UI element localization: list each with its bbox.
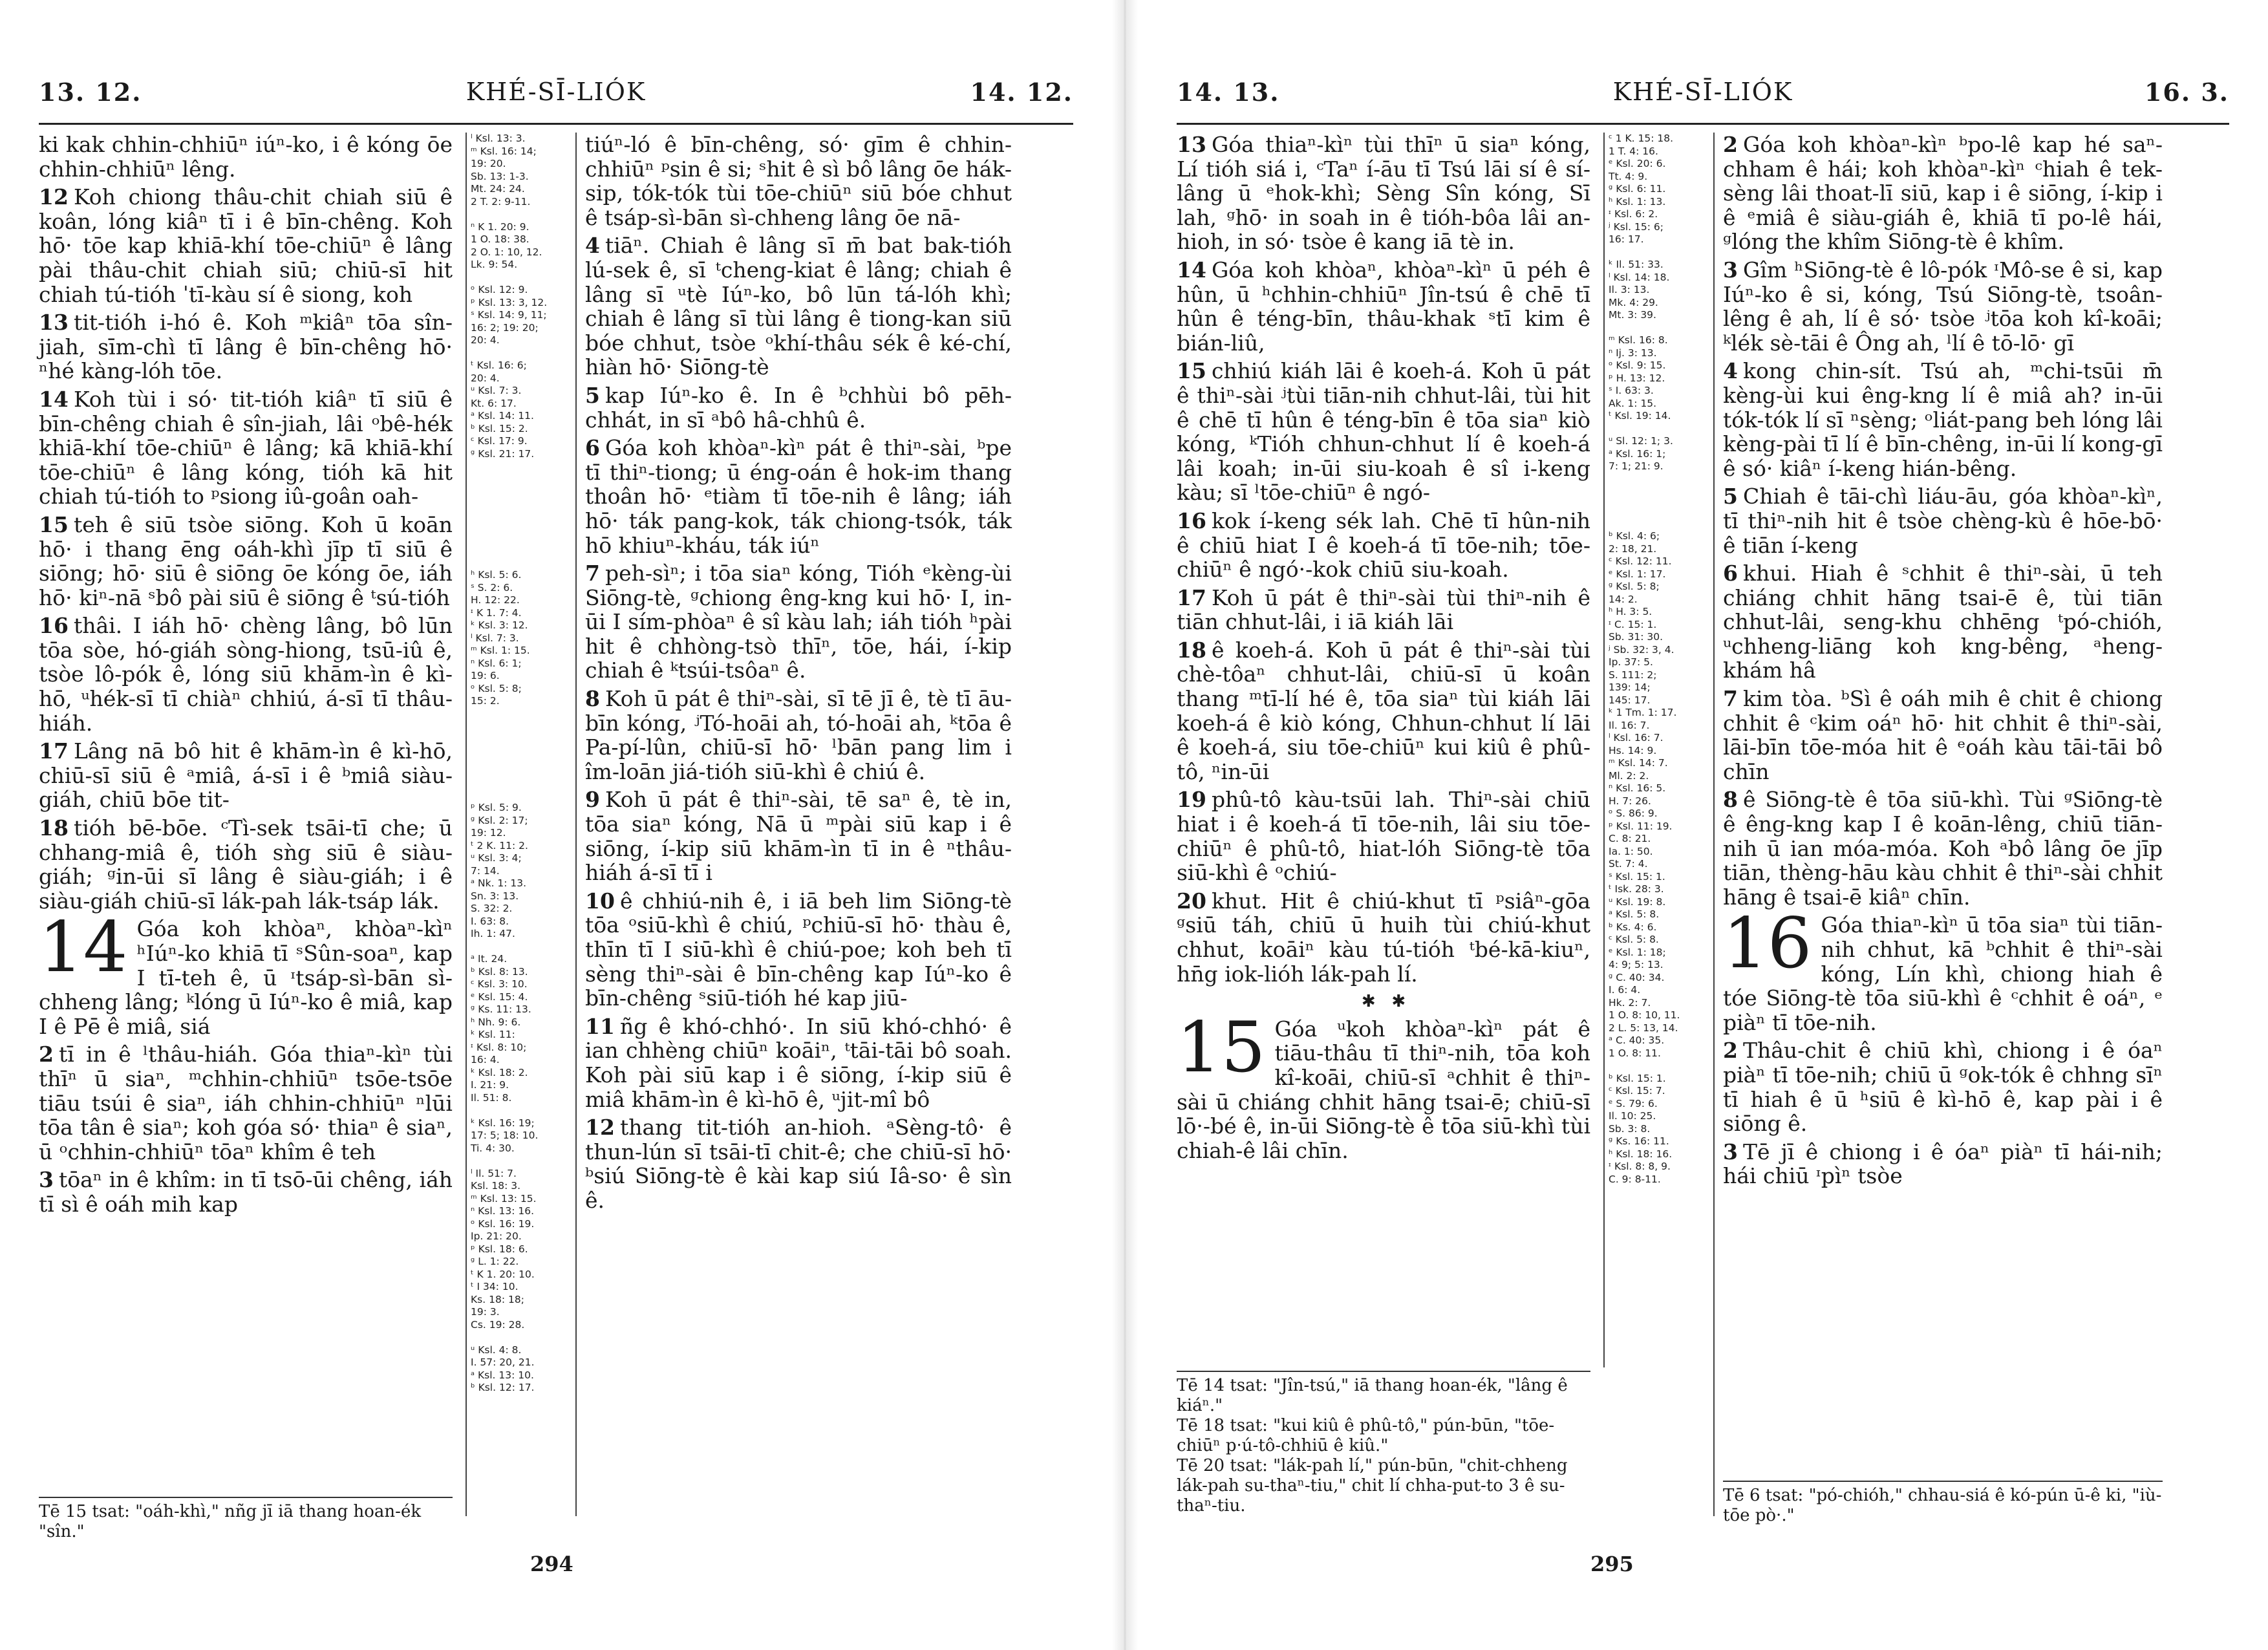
- right-col2-verses: [1723, 133, 2163, 909]
- right-footnote-3: Tē 20 tsat: "lák-pah lí," pún-būn, "chit-chheng lák-pah su-thaⁿ-tiu," chit lí chha-put-to 3 ê su-thaⁿ-tiu.: [1177, 1456, 1568, 1516]
- verse: [1177, 509, 1590, 582]
- verse-text: tiāⁿ. Chiah ê lâng sī m̄ bat bak-tióh lú-sek ê, sī ᵗcheng-kiat ê lâng; chiah ê lâng sī ᵘtè Iúⁿ-ko, bô lūn tá-lóh khì; chiah ê lâng sī tùi lâng ê tiong-kan siū bóe chhut, tsòe ᵒkhí-thâu sék ê ké-chí, hiàn hō· Siōng-tè: [585, 233, 1012, 380]
- verse-number: 16: [39, 613, 69, 639]
- verse-number: 18: [39, 815, 69, 841]
- right-page: [1138, 0, 2268, 1650]
- verse-text: tióh bē-bōe. ᶜTì-sek tsāi-tī che; ū chhang-miâ ê, tióh sǹg siū ê siàu-giáh; ᵍin-ūi sī lâng ê siàu-giáh; i ê siàu-giáh chiū-sī lák-pah lák-tsáp lák.: [39, 815, 453, 914]
- verse-text: thang tit-tióh an-hioh. ᵃSèng-tô· ê thun-lún sī tsāi-tī chit-ê; che chiū-sī hō· ᵇsiú Siōng-tè ê kài kap siú Iâ-so· ê sìn ê.: [585, 1115, 1012, 1213]
- verse-text: ê Siōng-tè ê tōa siū-khì. Tùi ᵍSiōng-tè ê êng-kng kap I ê koān-lêng, chiū tiān-nih ū ian móa-móa. Koh ᵃbô lâng ōe jīp tiān, thèng-hāu kàu chhit ê thiⁿ-sài chhit hāng ê tsai-ē kiâⁿ chīn.: [1723, 787, 2163, 910]
- verse: [39, 185, 453, 306]
- verse-number: 10: [585, 888, 615, 914]
- chapter-16-verse-1: Góa thiaⁿ-kìⁿ ū tōa siaⁿ tùi tiān-nih chhut, kā ᵇchhit ê thiⁿ-sài kóng, Lín khì, chiong hiah ê tóe Siōng-tè tōa siū-khì ê ᶜchhit ê oáⁿ, ᵉ piàⁿ tī tōe-nih.: [1723, 912, 2163, 1035]
- verse-number: 6: [585, 435, 600, 461]
- left-margin-refs-c: ᵖ Ksl. 5: 9. ᵍ Ksl. 2: 17; 19: 12. ᵗ 2 K. 11: 2. ᵘ Ksl. 3: 4; 7: 14. ᵃ Nk. 1: 13. Sn. 3: 13. S. 32: 2. I. 63: 8. Ih. 1: 47. ᵃ It. 24. ᵇ Ksl. 8: 13. ᶜ Ksl. 3: 10. ᵉ Ksl. 15: 4. ᵍ Ks. 11: 13. ʰ Nh. 9: 6. ᵏ Ksl. 11: ᶦ Ksl. 8: 10; 16: 4. ᵏ Ksl. 18: 2. I. 21: 9. Il. 51: 8. ᵏ Ksl. 16: 19; 17: 5; 18: 10. Ti. 4: 30. ˡ Il. 51: 7. Ksl. 18: 3. ᵐ Ksl. 13: 15. ⁿ Ksl. 13: 16. ᵒ Ksl. 16: 19. Ip. 21: 20. ᵖ Ksl. 18: 6. ᵍ L. 1: 22. ᵗ K 1. 20: 10. ᵗ I 34: 10. Ks. 18: 18; 19: 3. Cs. 19: 28. ᵘ Ksl. 4: 8. I. 57: 20, 21. ᵃ Ksl. 13: 10. ᵇ Ksl. 12: 17.: [471, 802, 539, 1393]
- verse-number: 7: [1723, 686, 1738, 712]
- verse: [585, 889, 1012, 1011]
- left-header-end-ref: 14. 12.: [970, 78, 1073, 107]
- verse-text: tōaⁿ in ê khîm: in tī tsō-ūi chêng, iáh tī sì ê oáh mih kap: [39, 1167, 453, 1217]
- verse: [1723, 1140, 2163, 1188]
- right-running-header: [1177, 78, 2229, 116]
- verse-text: Tē jī ê chiong i ê óaⁿ piàⁿ tī hái-nih; hái chiū ᶦpìⁿ tsòe: [1723, 1139, 2163, 1189]
- verse: [1177, 586, 1590, 634]
- left-column-2: [585, 133, 1012, 1217]
- verse-text: khui. Hiah ê ˢchhit ê thiⁿ-sài, ū teh chiáng chhit hāng tsai-ē ê, tùi tiān chhut-lâi, seng-khu chhēng ᵗpó-chióh, ᵘchheng-liāng koh kng-bêng, ᵃheng-khám hâ: [1723, 561, 2163, 683]
- chapter-number-14: 14: [39, 907, 128, 989]
- verse-text: ê chhiú-nih ê, i iā beh lim Siōng-tè tōa ᵒsiū-khì ê chiú, ᵖchiū-sī hō· thàu ê, thīn tī I siū-khì ê chiú-poe; koh beh tī sèng thiⁿ-sài ê bīn-chêng kap Iúⁿ-ko ê bīn-chêng ˢsiū-tióh hé kap jiū-: [585, 888, 1012, 1011]
- verse-text: Góa koh khòaⁿ, khòaⁿ-kìⁿ ū péh ê hûn, ū ʰchhin-chhiūⁿ Jîn-tsú ê chē tī hûn ê téng-bīn, thâu-khak ˢtī kim ê bián-liû,: [1177, 257, 1590, 356]
- verse-text: ki kak chhin-chhiūⁿ iúⁿ-ko, i ê kóng ōe chhin-chhiūⁿ lêng.: [39, 132, 453, 182]
- verse: [1723, 359, 2163, 480]
- verse-text: Chiah ê tāi-chì liáu-āu, góa khòaⁿ-kìⁿ, tī thiⁿ-nih hit ê tsòe chèng-kù ê hōe-bō· ê tiān í-keng: [1723, 484, 2163, 558]
- verse: [39, 739, 453, 812]
- verse-text: tī in ê ˡthâu-hiáh. Góa thiaⁿ-kìⁿ tùi thīⁿ ū siaⁿ, ᵐchhin-chhiūⁿ tsōe-tsōe tiāu tsúi ê siaⁿ, iáh chhin-chhiūⁿ ⁿlūi tōa tân ê siaⁿ; koh góa só· thiaⁿ ê siaⁿ, ū ᵒchhin-chhiūⁿ tōaⁿ khîm ê teh: [39, 1042, 453, 1164]
- verse-text: peh-sìⁿ; i tōa siaⁿ kóng, Tióh ᵉkèng-ùi Siōng-tè, ᵍchiong êng-kng kui hō· I, in-ūi I sím-phòaⁿ ê sî kàu lah; iáh tióh ʰpài hit ê chhòng-tsò thīⁿ, tōe, hái, í-kip chiah ê ᵏtsúi-tsôaⁿ ê.: [585, 561, 1012, 683]
- verse: [1177, 638, 1590, 784]
- right-margin-refs-a: ᶜ 1 K. 15: 18. 1 T. 4: 16. ᵉ Ksl. 20: 6. Tt. 4: 9. ᵍ Ksl. 6: 11. ʰ Ksl. 1: 13. ᶦ Ksl. 6: 2. ʲ Ksl. 15: 6; 16: 17. ᵏ Il. 51: 33. ˡ Ksl. 14: 18. Il. 3: 13. Mk. 4: 29. Mt. 3: 39. ᵐ Ksl. 16: 8. ⁿ Ij. 3: 13. ᵒ Ksl. 9: 15. ᵖ H. 13: 12. ˢ I. 63: 3. Ak. 1: 15. ᵗ Ksl. 19: 14. ᵘ Sl. 12: 1; 3. ᵃ Ksl. 16: 1; 7: 1; 21: 9.: [1609, 133, 1673, 472]
- left-col1b-verses: [39, 1042, 453, 1216]
- verse-number: 13: [39, 310, 69, 336]
- verse-text: tiúⁿ-ló ê bīn-chêng, só· gīm ê chhin-chhiūⁿ ᵖsin ê si; ˢhit ê sì bô lâng ōe hák-sip, tók-tók tùi tōe-chiūⁿ siū bóe chhut ê tsáp-sì-bān sì-chheng lâng ōe nā-: [585, 132, 1012, 230]
- left-margin-refs-a: ˡ Ksl. 13: 3. ᵐ Ksl. 16: 14; 19: 20. Sb. 13: 1-3. Mt. 24: 24. 2 T. 2: 9-11. ⁿ K 1. 20: 9. 1 O. 18: 38. 2 O. 1: 10, 12. Lk. 9: 54. ᵒ Ksl. 12: 9. ᵖ Ksl. 13: 3, 12. ˢ Ksl. 14: 9, 11; 16: 2; 19: 20; 20: 4. ᵗ Ksl. 16: 6; 20: 4. ᵘ Ksl. 7: 3. Kt. 6: 17. ᵃ Ksl. 14: 11. ᵇ Ksl. 15: 2. ᶜ Ksl. 17: 9. ᵍ Ksl. 21: 17.: [471, 133, 548, 460]
- verse-text: Lâng nā bô hit ê khām-ìn ê kì-hō, chiū-sī siū ê ᵃmiâ, á-sī i ê ᵇmiâ siàu-giáh, chiū bōe tit-: [39, 738, 453, 813]
- verse: [39, 310, 453, 383]
- verse-number: 6: [1723, 561, 1738, 586]
- left-page: [0, 0, 1112, 1650]
- verse: [585, 233, 1012, 380]
- right-header-start-ref: 14. 13.: [1177, 78, 1280, 107]
- right-footnote-1: Tē 14 tsat: "Jîn-tsú," iā thang hoan-ék, "lâng ê kiáⁿ.": [1177, 1376, 1568, 1415]
- verse-number: 16: [1177, 508, 1206, 533]
- verse-text: phû-tô kàu-tsūi lah. Thiⁿ-sài chiū hiat i ê koeh-á tī tōe-nih, lâi siu tōe-chiūⁿ ê phû-tô, hiat-lóh Siōng-tè tōa siū-khì ê ᵒchiú-: [1177, 787, 1590, 886]
- verse-text: Koh ū pát ê thiⁿ-sài, sī tē jī ê, tè tī āu-bīn kóng, ʲTó-hoāi ah, tó-hoāi ah, ᵏtōa ê Pa-pí-lûn, chiū-sī hō· ˡbān pang lim i îm-loān jiá-tióh siū-khì ê chiú ê.: [585, 686, 1012, 784]
- verse: [1723, 1038, 2163, 1135]
- verse-text: tit-tióh i-hó ê. Koh ᵐkiâⁿ tōa sîn-jiah, sīm-chì tī lâng ê bīn-chêng hō· ⁿhé kàng-lóh tōe.: [39, 310, 453, 384]
- verse-text: ñg ê khó-chhó·. In siū khó-chhó· ê ian chhèng chiūⁿ koāiⁿ, ᵗtāi-tāi bô soah. Koh pài siū kap i ê siōng, í-kip siū ê miâ khām-ìn ê kì-hō ê, ᵘjit-mî bô: [585, 1013, 1012, 1112]
- verse-number: 4: [1723, 358, 1738, 384]
- verse-text: Góa koh khòaⁿ-kìⁿ ᵇpo-lê kap hé saⁿ-chham ê hái; koh khòaⁿ-kìⁿ ᶜhiah ê tek-sèng lâi thoat-lī siū, kap i ê siōng, í-kip i ê ᵉmiâ ê siàu-giáh ê, khiā tī po-lê hái, ᵍlóng the khîm Siōng-tè ê khîm.: [1723, 132, 2163, 255]
- verse: [39, 133, 453, 181]
- verse-number: 8: [1723, 787, 1738, 813]
- right-col1-verses: [1177, 133, 1590, 986]
- verse-number: 4: [585, 233, 600, 259]
- left-running-header: [39, 78, 1073, 116]
- verse-number: 3: [39, 1167, 54, 1193]
- verse-text: kim tòa. ᵇSì ê oáh mih ê chit ê chiong chhit ê ᶜkim oáⁿ hō· hit chhit ê thiⁿ-sài, lāi-bīn tōe-móa hit ê ᵉoáh kàu tāi-tāi bô chīn: [1723, 686, 2163, 784]
- verse-text: kong chin-sít. Tsú ah, ᵐchi-tsūi m̄ kèng-ùi kui êng-kng lí ê miâ ah? in-ūi tók-tók lí sī ⁿsèng; ᵒliát-pang beh lóng lâi kèng-pài tī lí ê bīn-chêng, in-ūi lí kong-gī ê só· kiâⁿ í-keng hián-bêng.: [1723, 358, 2163, 481]
- verse-number: 8: [585, 686, 600, 712]
- verse: [1177, 133, 1590, 254]
- verse-text: kok í-keng sék lah. Chē tī hûn-nih ê chiū hiat I ê koeh-á tī tōe-nih; tōe-chiūⁿ ê ngó·-kok chiū siu-koah.: [1177, 508, 1590, 583]
- chapter-14-verse-1: Góa koh khòaⁿ, khòaⁿ-kìⁿ ʰIúⁿ-ko khiā tī ˢSûn-soaⁿ, kap I tī-teh ê, ū ᶦtsáp-sì-bān sì-chheng lâng; ᵏlóng ū Iúⁿ-ko ê miâ, kap I ê Pē ê miâ, siá: [39, 916, 453, 1039]
- verse-text: ê koeh-á. Koh ū pát ê thiⁿ-sài tùi chè-tôaⁿ chhut-lâi, chiū-sī ū koân thang ᵐtī-lí hé ê, tōa siaⁿ tùi kiáh lāi koeh-á ê kiò kóng, Chhun-chhut lí lāi ê koeh-á, siu tōe-chiūⁿ kui kiû ê phû-tô, ⁿin-ūi: [1177, 637, 1590, 784]
- chapter-number-15: 15: [1177, 1007, 1266, 1088]
- verse: [585, 436, 1012, 557]
- verse-number: 17: [39, 738, 69, 764]
- verse-number: 15: [1177, 358, 1206, 384]
- verse: [585, 1115, 1012, 1212]
- verse-number: 7: [585, 561, 600, 586]
- verse: [1177, 258, 1590, 355]
- verse-number: 12: [39, 184, 69, 210]
- verse-text: Gîm ʰSiōng-tè ê lô-pók ᶦMô-se ê si, kap Iúⁿ-ko ê si, kóng, Tsú Siōng-tè, tsoân-lêng ê ah, lí ê só· tsòe ʲtōa koh kî-koāi; ᵏlék sè-tāi ê Ông ah, ˡlí ê tō-lō· gī: [1723, 257, 2163, 356]
- chapter-number-16: 16: [1723, 903, 1812, 985]
- page-number-294: 294: [530, 1552, 573, 1576]
- verse: [585, 561, 1012, 683]
- section-stars: ✱ ✱: [1361, 992, 1406, 1012]
- chapter-16-opening: [1723, 903, 2163, 1035]
- verse-number: 11: [585, 1013, 615, 1039]
- left-column-1: [39, 133, 453, 1221]
- right-margin-refs-b: ᵇ Ksl. 4: 6; 2: 18, 21. ᶜ Ksl. 12: 11. ᵉ Ksl. 1: 17. ᵍ Ksl. 5: 8; 14: 2. ʰ H. 3: 5. ᶦ C. 15: 1. Sb. 31: 30. ʲ Sb. 32: 3, 4. Ip. 37: 5. S. 111: 2; 139: 14; 145: 17. ᵏ 1 Tm. 1: 17. Il. 16: 7. ˡ Ksl. 16: 7. Hs. 14: 9. ᵐ Ksl. 14: 7. Ml. 2: 2. ⁿ Ksl. 16: 5. H. 7: 26. ᵒ S. 86: 9. ᵖ Ksl. 11: 19. C. 8: 21. Ia. 1: 50. St. 7: 4. ˢ Ksl. 15: 1. ᵗ Isk. 28: 3. ᵘ Ksl. 19: 8. ᵃ Ksl. 5: 8. ᵇ Ks. 4: 6. ᶜ Ksl. 5: 8. ᵉ Ksl. 1: 18; 4: 9; 5: 13. ᵍ C. 40: 34. I. 6: 4. Hk. 2: 7. 1 O. 8: 10, 11. 2 L. 5: 13, 14. ᵃ C. 40: 35. 1 O. 8: 11. ᵇ Ksl. 15: 1. ᶜ Ksl. 15: 7. ᵉ S. 79: 6. Il. 10: 25. Sb. 3: 8. ᵍ Ks. 16: 11. ʰ Ksl. 18: 16. ᶦ Ksl. 8: 8, 9. C. 9: 8-11.: [1609, 530, 1680, 1185]
- verse-number: 2: [39, 1042, 54, 1067]
- book-gutter: [1112, 0, 1138, 1650]
- verse: [39, 387, 453, 509]
- right-footnote-2: Tē 18 tsat: "kui kiû ê phû-tô," pún-būn, "tōe-chiūⁿ p·ú-tô-chhiū ê kiû.": [1177, 1416, 1555, 1455]
- verse: [39, 1042, 453, 1164]
- right-column-rule-2: [1713, 133, 1715, 1516]
- verse-number: 17: [1177, 584, 1206, 610]
- verse-text: Koh tùi i só· tit-tióh kiâⁿ tī siū ê bīn-chêng chiah ê sîn-jiah, lâi ᵒbê-hék khiā-khí tōe-chiūⁿ ê lâng; kā khiā-khí tōe-chiūⁿ ê lâng kóng, tióh kā hit chiah tú-tióh to ᵖsiong iû-goân oah-: [39, 386, 453, 509]
- verse: [1723, 561, 2163, 683]
- chapter-15-verse-1: Góa ᵘkoh khòaⁿ-kìⁿ pát ê tiāu-thâu tī thiⁿ-nih, tōa koh kî-koāi, chiū-sī ᵃchhit ê thiⁿ-sài ū chiáng chhit hāng tsai-ē; chiū-sī lō·-bé ê, in-ūi Siōng-tè ê tōa siū-khì tùi chiah-ê lâi chīn.: [1177, 1016, 1590, 1163]
- verse-number: 9: [585, 787, 600, 813]
- right-column-rule: [1603, 133, 1605, 1367]
- verse: [39, 816, 453, 913]
- verse-number: 5: [585, 382, 600, 408]
- right-header-end-ref: 16. 3.: [2144, 78, 2229, 107]
- verse: [1177, 889, 1590, 986]
- verse: [1723, 484, 2163, 557]
- verse: [39, 614, 453, 735]
- verse: [585, 133, 1012, 230]
- verse-text: thâi. I iáh hō· chèng lâng, bô lūn tōa sòe, hó-giáh sòng-hiong, tsū-iû ê, tsòe lô-pók ê, lóng siū khām-ìn ê kì-hō, ᵘhék-sī tī chiàⁿ chhiú, á-sī tī thâu-hiáh.: [39, 613, 453, 736]
- verse-number: 19: [1177, 787, 1206, 813]
- verse-text: Góa koh khòaⁿ-kìⁿ pát ê thiⁿ-sài, ᵇpe tī thiⁿ-tiong; ū éng-oán ê hok-im thang thoân hō· ᵉtiàm tī tōe-nih ê lâng; iáh hō· ták pang-kok, ták chiong-tsók, ták hō khiuⁿ-kháu, ták iúⁿ: [585, 435, 1012, 558]
- verse-number: 14: [39, 386, 69, 412]
- left-col1-verses: [39, 133, 453, 913]
- verse-number: 3: [1723, 1139, 1738, 1164]
- verse-text: chhiú kiáh lāi ê koeh-á. Koh ū pát ê thiⁿ-sài ʲtùi tiān-nih chhut-lâi, tùi hit ê chē tī hûn ê téng-bīn ê tōa siaⁿ kiò kóng, ᵏTióh chhun-chhut lí ê koeh-á lâi koah; in-ūi siu-koah ê sî i-keng kàu; sī ˡtōe-chiūⁿ ê ngó-: [1177, 358, 1590, 506]
- verse-number: 18: [1177, 637, 1206, 663]
- verse-number: 12: [585, 1115, 615, 1141]
- verse: [1177, 788, 1590, 884]
- verse: [1723, 687, 2163, 784]
- verse-number: 13: [1177, 132, 1206, 157]
- verse: [1177, 359, 1590, 505]
- page-number-295: 295: [1590, 1552, 1634, 1576]
- verse-text: Góa thiaⁿ-kìⁿ tùi thīⁿ ū siaⁿ kóng, Lí tióh siá i, ᶜTaⁿ í-āu tī Tsú lāi sí ê sí-lâng ū ᵉhok-khì; Sèng Sîn kóng, Sī lah, ᵍhō· in soah in ê tióh-bôa lâi an-hioh, in só· tsòe ê kang iā tè in.: [1177, 132, 1590, 255]
- verse: [39, 1168, 453, 1216]
- right-col2b-verses: [1723, 1038, 2163, 1188]
- verse-text: Koh ū pát ê thiⁿ-sài tùi thiⁿ-nih ê tiān chhut-lâi, i iā kiáh lāi: [1177, 584, 1590, 635]
- left-header-start-ref: 13. 12.: [39, 78, 142, 107]
- verse: [1723, 133, 2163, 254]
- verse-number: 3: [1723, 257, 1738, 283]
- verse-number: 2: [1723, 132, 1738, 157]
- verse-text: Koh ū pát ê thiⁿ-sài, tē saⁿ ê, tè in, tōa siaⁿ kóng, Nā ū ᵐpài siū kap i ê siōng, í-kip siū khām-ìn tī in ê ⁿthâu-hiáh á-sī tī i: [585, 787, 1012, 886]
- verse-text: Koh chiong thâu-chit chiah siū ê koân, lóng kiâⁿ tī i ê bīn-chêng. Koh hō· tōe kap khiā-khí tōe-chiūⁿ ê lâng pài thâu-chit chiah siū; chiū-sī hit chiah tú-tióh ˈtī-kàu sí ê siong, koh: [39, 184, 453, 307]
- chapter-14-opening: [39, 907, 453, 1039]
- verse: [1723, 258, 2163, 355]
- verse-number: 14: [1177, 257, 1206, 283]
- right-footnotes: [1177, 1371, 1590, 1516]
- verse: [39, 513, 453, 610]
- verse: [585, 788, 1012, 884]
- verse: [1723, 788, 2163, 909]
- left-footnote: Tē 15 tsat: "oáh-khì," nñg jī iā thang hoan-ék "sîn.": [39, 1497, 453, 1542]
- verse-text: Thâu-chit ê chiū khì, chiong i ê óaⁿ piàⁿ tī tōe-nih; chiū ū ᵍok-tók ê chhng sīⁿ tī hiah ê ū ʰsiū ê kì-hō ê, kap pài i ê siōng ê.: [1723, 1038, 2163, 1137]
- verse-text: teh ê siū tsòe siōng. Koh ū koān hō· i thang ēng oáh-khì jīp tī siū ê siōng; hō· siū ê siōng ōe kóng ōe, iáh hō· kiⁿ-nā ˢbô pài siū ê siōng ê ᵗsú-tióh: [39, 511, 453, 610]
- verse-text: khut. Hit ê chiú-khut tī ᵖsiâⁿ-gōa ᵍsiū táh, chiū ū huih tùi chiú-khut chhut, koāiⁿ kàu tú-tióh ᵗbé-kā-kiuⁿ, hn̄g iok-lióh lák-pah lí.: [1177, 888, 1590, 987]
- verse-text: kap Iúⁿ-ko ê. In ê ᵇchhùi bô pēh-chhát, in sī ᵃbô hâ-chhû ê.: [585, 382, 1012, 433]
- left-column-rule-2: [575, 133, 577, 1516]
- verse: [585, 1014, 1012, 1111]
- verse: [585, 687, 1012, 784]
- verse-number: 5: [1723, 484, 1738, 509]
- left-header-rule: [39, 123, 1073, 125]
- left-margin-refs-b: ʰ Ksl. 5: 6. ˢ S. 2: 6. H. 12: 22. ᶦ K 1. 7: 4. ᵏ Ksl. 3: 12. ˡ Ksl. 7: 3. ᵐ Ksl. 1: 15. ⁿ Ksl. 6: 1; 19: 6. ᵒ Ksl. 5: 8; 15: 2.: [471, 569, 530, 707]
- verse-number: 15: [39, 511, 69, 537]
- verse-number: 2: [1723, 1038, 1738, 1064]
- right-header-title: KHÉ-SĪ-LIÓK: [1612, 78, 1793, 106]
- right-footnote-col2: Tē 6 tsat: "pó-chióh," chhau-siá ê kó-pún ū-ê ki, "iù-tōe pò·.": [1723, 1481, 2163, 1526]
- left-column-rule: [465, 133, 467, 1516]
- right-column-1: [1177, 133, 1590, 1166]
- left-header-title: KHÉ-SĪ-LIÓK: [465, 78, 647, 106]
- right-header-rule: [1177, 123, 2229, 125]
- verse: [585, 383, 1012, 432]
- right-column-2: [1723, 133, 2163, 1192]
- verse-number: 20: [1177, 888, 1206, 914]
- chapter-15-opening: [1177, 1007, 1590, 1163]
